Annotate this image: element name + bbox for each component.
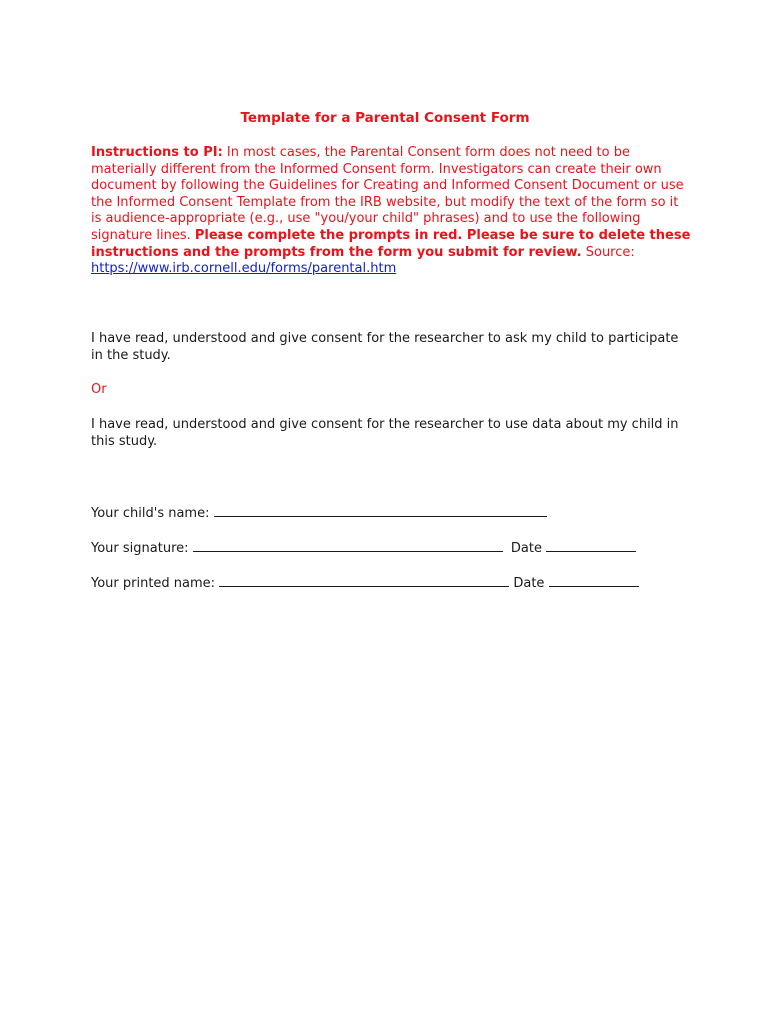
printed-date-blank[interactable] xyxy=(549,573,639,587)
signature-row xyxy=(91,538,636,557)
child-name-blank[interactable] xyxy=(214,503,547,517)
printed-date-label: Date xyxy=(513,576,545,591)
source-link[interactable]: https://www.irb.cornell.edu/forms/parental.htm xyxy=(91,261,397,277)
child-name-row xyxy=(91,503,547,522)
instructions-label: Instructions to PI: xyxy=(91,145,223,160)
pi-instructions xyxy=(91,145,691,278)
printed-name-row xyxy=(91,573,639,592)
printed-name-blank[interactable] xyxy=(219,573,509,587)
consent-option-use-data: I have read, understood and give consent for the researcher to use data about my child in this study. xyxy=(91,417,679,449)
signature-blank[interactable] xyxy=(193,538,503,552)
form-title: Template for a Parental Consent Form xyxy=(240,110,530,126)
instructions-body: In most cases, the Parental Consent form does not need to be materially different from the Informed Consent form. Investigators can create their own document by following the Guidelines for Creating and Informed Consent Document or use the Informed Consent Template from the IRB website, but modify the text of the form so it is audience-appropriate (e.g., use "you/your child" phrases) and to use the following signature lines. xyxy=(91,145,684,243)
instructions-bold-notice: Please complete the prompts in red. Please be sure to delete these instructions and the prompts from the form you submit for review. xyxy=(91,227,691,260)
source-label: Source: xyxy=(581,244,635,260)
printed-name-label: Your printed name: xyxy=(91,576,216,591)
signature-date-label: Date xyxy=(510,541,542,556)
child-name-label: Your child's name: xyxy=(91,506,210,521)
or-separator: Or xyxy=(91,382,107,397)
consent-option-ask-child: I have read, understood and give consent for the researcher to ask my child to participate in the study. xyxy=(91,331,679,363)
signature-label: Your signature: xyxy=(91,541,189,556)
signature-date-blank[interactable] xyxy=(546,538,636,552)
